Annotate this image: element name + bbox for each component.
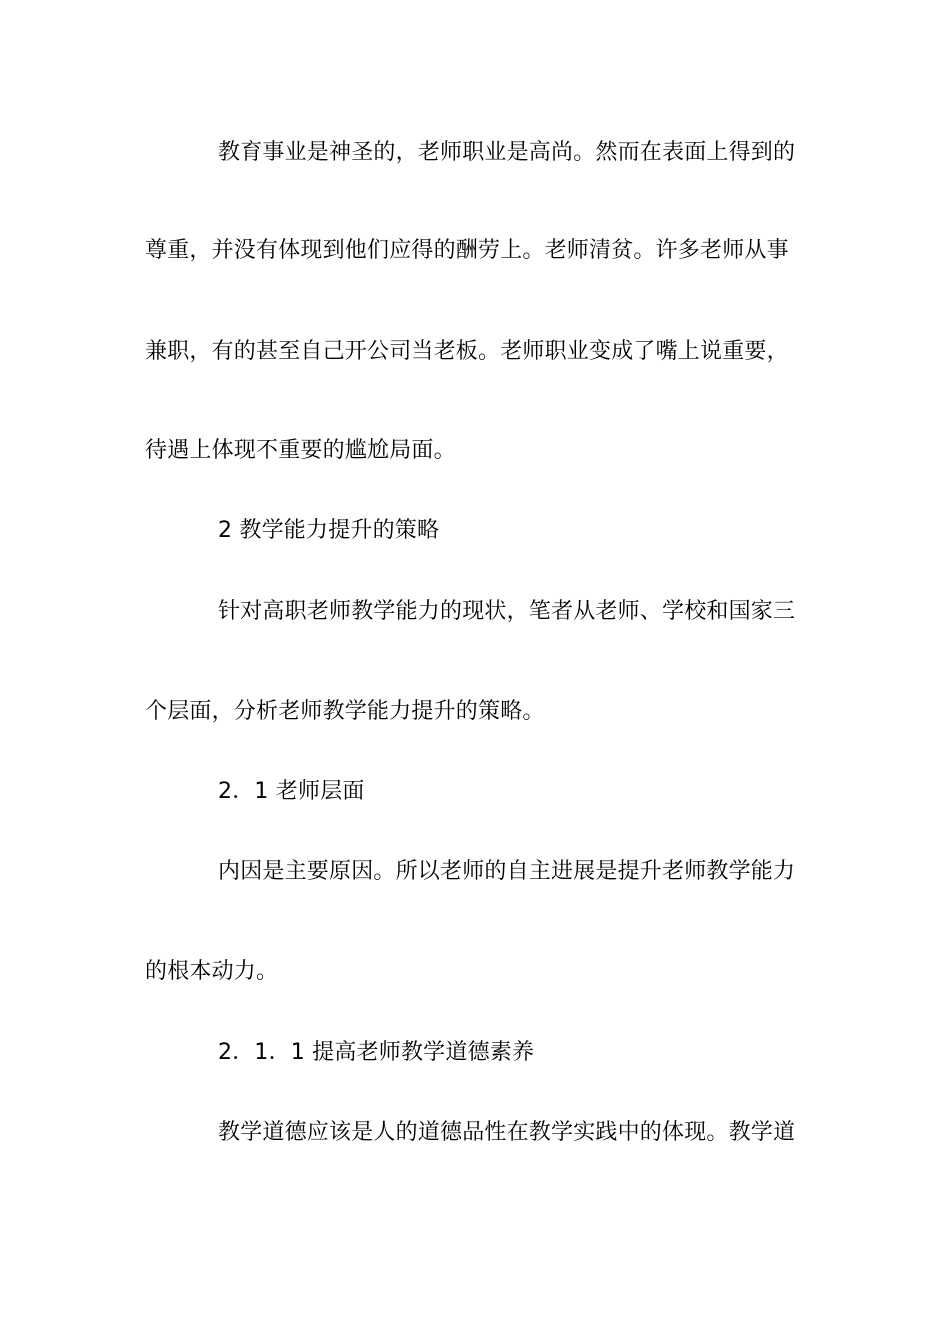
paragraph-line: 待遇上体现不重要的尴尬局面。 — [145, 438, 456, 463]
paragraph-line: 教育事业是神圣的，老师职业是高尚。然而在表面上得到的 — [218, 140, 796, 165]
section-heading: 2 教学能力提升的策略 — [218, 518, 440, 543]
subsubsection-heading: 2．1．1 提高老师教学道德素养 — [218, 1040, 535, 1065]
paragraph-line: 内因是主要原因。所以老师的自主进展是提升老师教学能力 — [218, 859, 796, 884]
paragraph-line: 尊重，并没有体现到他们应得的酬劳上。老师清贫。许多老师从事 — [145, 238, 789, 263]
paragraph-line: 针对高职老师教学能力的现状，笔者从老师、学校和国家三 — [218, 599, 796, 624]
paragraph-line: 教学道德应该是人的道德品性在教学实践中的体现。教学道 — [218, 1120, 796, 1145]
paragraph-line: 的根本动力。 — [145, 959, 279, 984]
paragraph-line: 兼职，有的甚至自己开公司当老板。老师职业变成了嘴上说重要， — [145, 339, 789, 364]
paragraph-line: 个层面，分析老师教学能力提升的策略。 — [145, 699, 545, 724]
subsection-heading: 2．1 老师层面 — [218, 779, 365, 804]
